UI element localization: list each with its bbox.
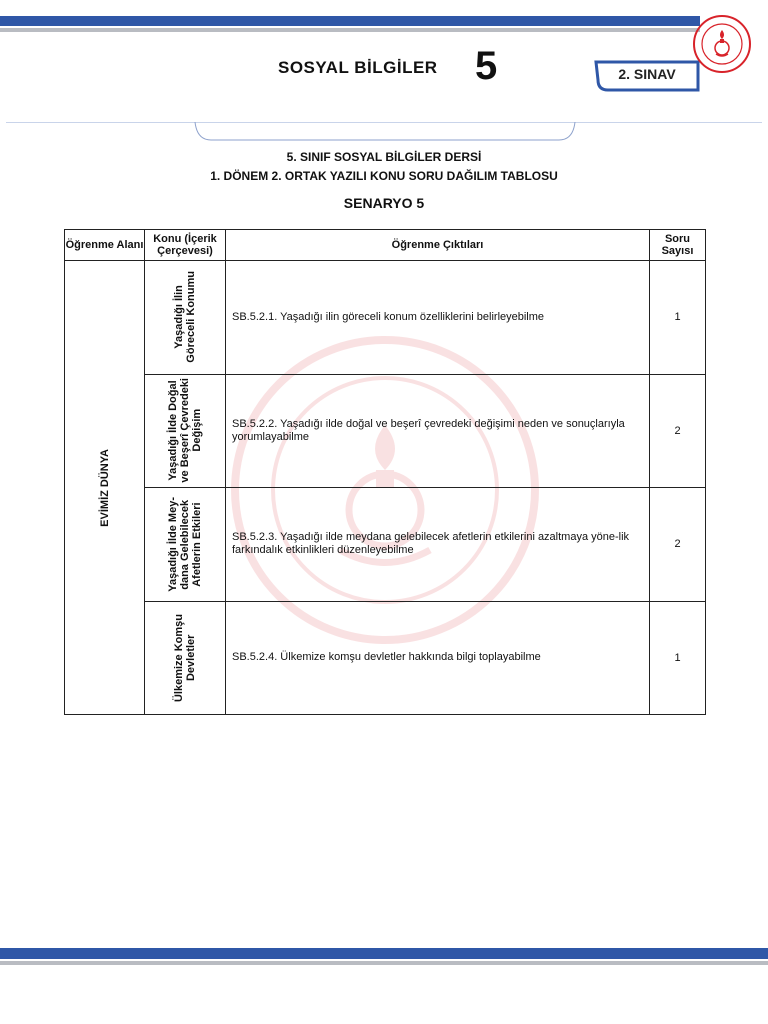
bottom-gray-stripe [0,961,768,965]
grade-number: 5 [475,44,498,88]
topic-cell [145,601,226,715]
header-question-count: Soru Sayısı [650,230,706,261]
table-row [65,374,706,488]
question-count-cell: 1 [650,601,706,715]
topic-label: Ülkemize Komşu Devletler [173,613,197,702]
question-count-cell: 1 [650,261,706,375]
table-title: 1. DÖNEM 2. ORTAK YAZILI KONU SORU DAĞILIM TABLOSU [210,169,558,183]
table-row [65,601,706,715]
header-topic: Konu (İçerik Çerçevesi) [145,230,226,261]
learning-area-label: EVİMİZ DÜNYA [98,448,111,527]
table-row [65,488,706,602]
scenario-title: SENARYO 5 [343,195,425,211]
topic-label: Yaşadığı İlde Doğal ve Beşerî Çevredeki Değişim [167,378,203,484]
topic-label: Yaşadığı İlde Mey- dana Gelebilecek Afetlerin Etkileri [167,496,203,592]
top-blue-stripe [0,16,700,26]
top-gray-stripe [0,28,700,32]
question-count-cell: 2 [650,374,706,488]
topic-label: Yaşadığı İlin Göreceli Konumu [173,271,197,364]
bottom-blue-stripe [0,948,768,959]
exam-label: 2. SINAV [618,66,676,82]
topic-cell [145,261,226,375]
outcome-cell: SB.5.2.4. Ülkemize komşu devletler hakkında bilgi toplayabilme [226,601,650,715]
table-header-row [65,230,706,261]
header-learning-outcomes: Öğrenme Çıktıları [226,230,650,261]
subject-title: SOSYAL BİLGİLER [278,58,438,77]
table-row [65,261,706,375]
exam-badge [594,60,700,92]
course-title: 5. SINIF SOSYAL BİLGİLER DERSİ [286,150,482,164]
topic-distribution-table [64,229,706,715]
learning-area-cell [65,261,145,715]
topic-cell [145,374,226,488]
header-learning-area: Öğrenme Alanı [65,230,145,261]
outcome-cell: SB.5.2.3. Yaşadığı ilde meydana gelebilecek afetlerin etkilerini azaltmaya yöne-lik farkındalık etkinlikleri düzenleyebilme [226,488,650,602]
topic-cell [145,488,226,602]
outcome-cell: SB.5.2.2. Yaşadığı ilde doğal ve beşerî çevredeki değişimi neden ve sonuçlarıyla yorumlayabilme [226,374,650,488]
outcome-cell: SB.5.2.1. Yaşadığı ilin göreceli konum özelliklerini belirleyebilme [226,261,650,375]
ministry-seal-icon [692,14,752,74]
header-tab-shape [193,122,577,144]
question-count-cell: 2 [650,488,706,602]
